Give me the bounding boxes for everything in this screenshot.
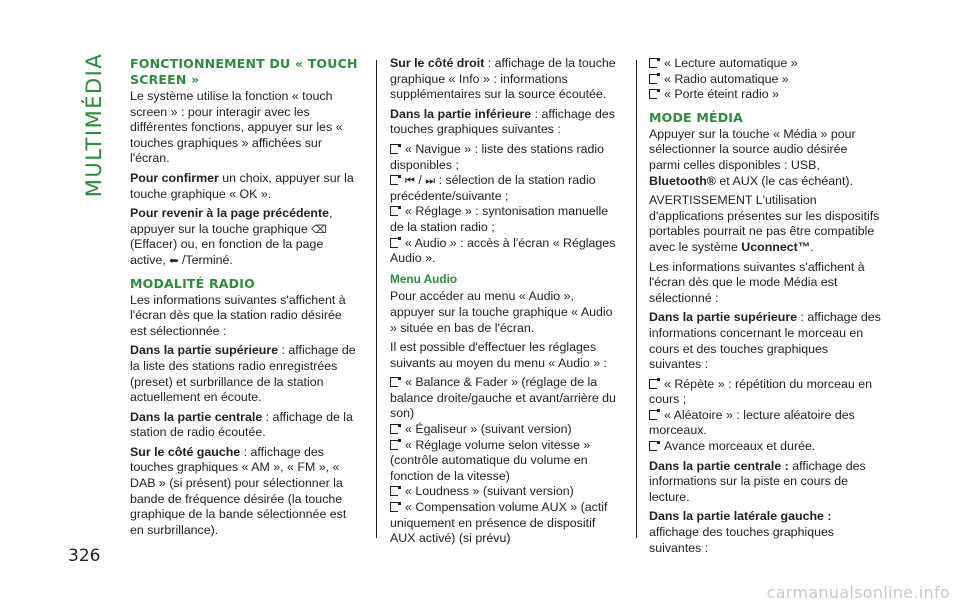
paragraph: Appuyer sur la touche « Média » pour sélectionner la source audio désirée parmi celles disponibles : USB, Bluetooth® et AUX (le cas échéant). xyxy=(649,126,856,188)
paragraph: Dans la partie supérieure : affichage des informations concernant le morceau en cours et des touches graphiques suivantes : xyxy=(649,310,881,372)
list-item: « Compensation volume AUX » (actif uniquement en présence de dispositif AUX activé) (si prévu) xyxy=(390,500,608,546)
heading-media-mode: MODE MÉDIA xyxy=(649,109,744,125)
paragraph: Il est possible d'effectuer les réglages suivants au moyen du menu « Audio » : xyxy=(390,340,607,370)
paragraph: Le système utilise la fonction « touch screen » : pour interagir avec les différentes fonctions, appuyer sur les « touches graphiques » affichées sur l'écran. xyxy=(130,89,343,166)
list-item: ⏮ / ⏭ : sélection de la station radio précédente/suivante ; xyxy=(390,173,596,203)
menu-box-icon xyxy=(649,56,660,65)
paragraph: Dans la partie supérieure : affichage de la liste des stations radio enregistrées (preset) et surbrillance de la station actuellement en écoute. xyxy=(130,343,356,405)
menu-box-icon xyxy=(649,377,660,386)
next-track-icon: ⏭ xyxy=(425,174,436,188)
column-3 xyxy=(649,56,881,560)
menu-box-icon xyxy=(390,422,401,431)
list-item: « Égaliseur » (suivant version) xyxy=(390,422,622,438)
list-item: « Navigue » : liste des stations radio disponibles ; xyxy=(390,141,605,172)
previous-track-icon: ⏮ xyxy=(405,174,415,188)
list-item: « Lecture automatique » xyxy=(649,56,881,72)
menu-box-icon xyxy=(649,439,660,448)
heading-touch-screen: FONCTIONNEMENT DU « TOUCH SCREEN » xyxy=(130,56,358,87)
menu-box-icon xyxy=(649,87,660,96)
menu-box-icon xyxy=(390,204,401,213)
paragraph: Sur le côté droit : affichage de la touche graphique « Info » : informations supplémentaires sur la source écoutée. xyxy=(390,56,616,102)
menu-box-icon xyxy=(649,408,660,417)
paragraph: Dans la partie latérale gauche : affichage des touches graphiques suivantes : xyxy=(649,509,835,555)
list-item: « Aléatoire » : lecture aléatoire des morceaux. xyxy=(649,407,855,438)
paragraph: Dans la partie centrale : affichage de la station de radio écoutée. xyxy=(130,409,353,440)
column-1 xyxy=(130,56,358,542)
page-number: 326 xyxy=(68,546,101,566)
menu-box-icon xyxy=(390,236,401,245)
list-item: « Réglage » : syntonisation manuelle de la station radio ; xyxy=(390,204,609,234)
menu-box-icon xyxy=(390,500,401,509)
paragraph: AVERTISSEMENT L'utilisation d'applications présentes sur les dispositifs portables pourrait ne pas être compatible avec le système Uconnect™. xyxy=(649,193,880,254)
column-divider xyxy=(376,60,377,538)
paragraph: Sur le côté gauche : affichage des touches graphiques « AM », « FM », « DAB » (si présent) pour sélectionner la bande de fréquence désirée (la touche graphique de la bande sélectionnée est en surbrillance). xyxy=(130,444,347,537)
menu-box-icon xyxy=(390,484,401,493)
paragraph: Les informations suivantes s'affichent à l'écran dès que la station radio désirée est sélectionnée : xyxy=(130,292,346,338)
list-item: « Audio » : accès à l'écran « Réglages Audio ». xyxy=(390,235,616,266)
paragraph: Dans la partie centrale : affichage des informations sur la piste en cours de lecture. xyxy=(649,458,866,504)
list-item: « Répète » : répétition du morceau en cours ; xyxy=(649,376,873,407)
list-item: « Porte éteint radio » xyxy=(649,87,881,103)
menu-box-icon xyxy=(390,173,401,182)
list-item: Avance morceaux et durée. xyxy=(649,439,881,455)
menu-box-icon xyxy=(390,438,401,447)
paragraph: Pour accéder au menu « Audio », appuyer sur la touche graphique « Audio » située en bas de l'écran. xyxy=(390,289,613,335)
list-item: « Réglage volume selon vitesse » (contrôle automatique du volume en fonction de la vitesse) xyxy=(390,437,591,483)
column-2 xyxy=(390,56,622,547)
paragraph: Dans la partie inférieure : affichage des touches graphiques suivantes : xyxy=(390,106,615,137)
list-item: « Balance & Fader » (réglage de la balance droite/gauche et avant/arrière du son) xyxy=(390,375,616,421)
menu-box-icon xyxy=(390,142,401,151)
backspace-icon: ⌫ xyxy=(311,222,327,236)
paragraph: Pour confirmer un choix, appuyer sur la touche graphique « OK ». xyxy=(130,170,354,201)
paragraph: Pour revenir à la page précédente, appuyer sur la touche graphique ⌫ (Effacer) ou, en fonction de la page active, ⬅ /Terminé. xyxy=(130,206,333,267)
check-arrow-icon: ⬅ xyxy=(169,253,179,267)
heading-radio: MODALITÉ RADIO xyxy=(130,275,255,291)
paragraph: Les informations suivantes s'affichent à l'écran dès que le mode Média est sélectionné : xyxy=(649,259,865,305)
menu-box-icon xyxy=(649,72,660,81)
section-side-title: MULTIMÉDIA xyxy=(82,52,106,198)
list-item: « Radio automatique » xyxy=(649,72,881,88)
menu-box-icon xyxy=(390,375,401,384)
column-divider xyxy=(636,60,637,538)
subheading-menu-audio: Menu Audio xyxy=(390,271,458,286)
watermark: carmanualsonline.info xyxy=(766,583,950,602)
list-item: « Loudness » (suivant version) xyxy=(390,484,622,500)
